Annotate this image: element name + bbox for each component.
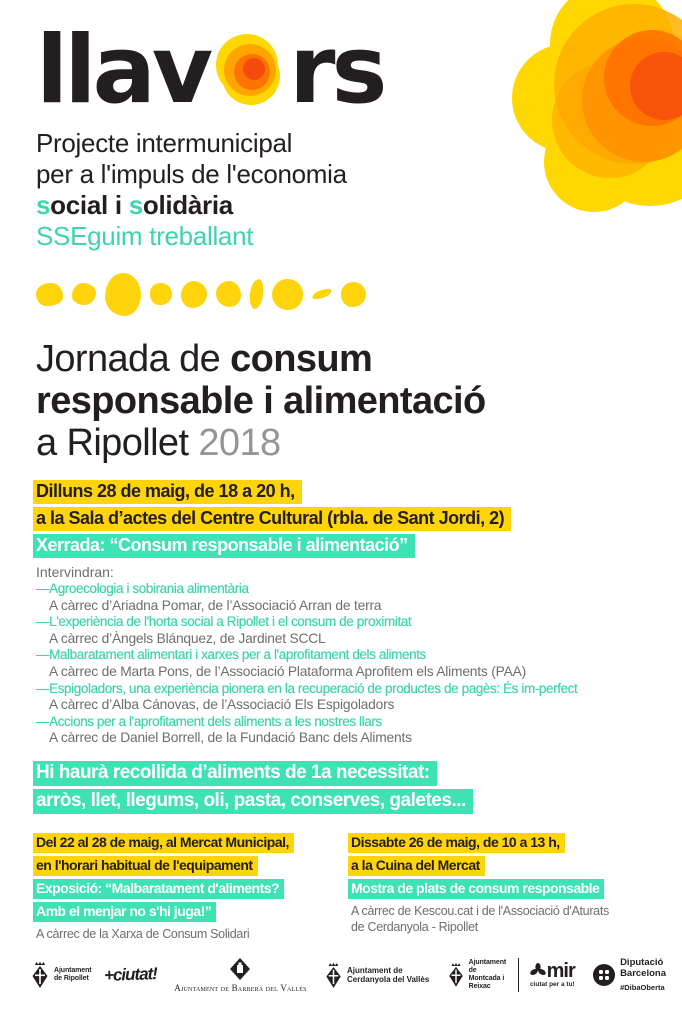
speakers-intro: Intervindran: — [36, 564, 114, 580]
title-line-2: responsable i alimentació — [36, 380, 486, 422]
food-drive-banner — [36, 761, 646, 814]
tasting-credit — [351, 903, 646, 935]
speaker-topic: —Agroecologia i sobirania alimentària — [36, 581, 249, 596]
footer-logos — [30, 942, 666, 1008]
ciutat-brand: +ciutat! — [103, 964, 158, 985]
speaker-item — [36, 647, 676, 680]
expo-credit: A càrrec de la Xarxa de Consum Solidari — [36, 926, 250, 941]
expo-event-section — [36, 830, 351, 942]
decorative-yellow-dots — [36, 272, 646, 316]
secondary-events — [36, 830, 646, 942]
barbera-shield-icon — [229, 957, 251, 981]
tasting-credit-line-1: A càrrec de Kescou.cat i de l'Associació d'Aturats — [351, 903, 609, 918]
montcada-mir-logo — [447, 958, 575, 992]
subtitle-line-2: per a l'impuls de l'economia — [36, 159, 347, 189]
title-line-3: a Ripollet 2018 — [36, 422, 281, 464]
dot — [150, 283, 172, 305]
speakers-list — [36, 581, 676, 747]
dot — [248, 278, 264, 309]
barbera-label: Ajuntament de Barberà del Vallès — [174, 983, 307, 993]
title-year: 2018 — [198, 422, 281, 464]
speaker-item — [36, 581, 676, 614]
speaker-item — [36, 614, 676, 647]
diba-logo — [592, 958, 666, 992]
mir-leaf-icon — [530, 963, 546, 979]
logo-text-end: rs — [289, 16, 384, 125]
expo-title-line-2: Amb el menjar no s'hi juga!” — [33, 902, 216, 922]
speaker-topic: —Espigoladors, una experiència pionera en la recuperació de productes de pagès: És im-perfect — [36, 680, 578, 696]
speaker-item — [36, 714, 676, 747]
campaign-tagline: SSEguim treballant — [36, 221, 254, 251]
expo-when-line-1: Del 22 al 28 de maig, al Mercat Municipal, — [33, 833, 294, 853]
dot — [272, 279, 303, 310]
mir-tagline: ciutat per a tu! — [529, 981, 575, 988]
ripollet-shield-icon — [30, 961, 50, 989]
dot — [311, 287, 332, 301]
expo-title-line-1: Exposició: “Malbaratament d'aliments? — [33, 879, 284, 899]
tasting-credit-line-2: de Cerdanyola - Ripollet — [351, 919, 478, 934]
diba-hashtag: #DibaOberta — [620, 983, 665, 992]
talk-heading: Xerrada: “Consum responsable i alimentació” — [33, 534, 415, 558]
title-line-1: Jornada de consum — [36, 338, 373, 380]
vertical-divider — [518, 958, 519, 992]
project-subtitle — [36, 128, 646, 221]
dot — [181, 281, 207, 308]
talk-when-line-1: Dilluns 28 de maig, de 18 a 20 h, — [33, 480, 302, 504]
tasting-event-section — [351, 830, 646, 942]
montcada-label: Ajuntament de Montcada i Reixac — [468, 959, 507, 990]
diba-circle-icon — [592, 963, 616, 987]
dot — [216, 281, 241, 307]
speaker-item — [36, 681, 676, 714]
orange-seed-blob-icon — [210, 27, 288, 111]
dot — [341, 282, 366, 307]
talk-when-line-2: a la Sala d’actes del Centre Cultural (rbla. de Sant Jordi, 2) — [33, 507, 511, 531]
speaker-topic: —Malbaratament alimentari i xarxes per a l'aprofitament dels aliments — [36, 647, 426, 663]
speaker-credit: A càrrec d’Alba Cánovas, de l’Associació Els Espigoladors — [49, 697, 395, 713]
talk-event-section — [36, 480, 646, 747]
food-drive-line-1: Hi haurà recollida d’aliments de 1a necessitat: — [33, 761, 437, 786]
cerdanyola-logo — [324, 962, 429, 989]
diba-label: Diputació Barcelona #DibaOberta — [620, 957, 666, 992]
subtitle-line-1: Projecte intermunicipal — [36, 128, 293, 158]
page-title — [36, 338, 646, 464]
subtitle-line-3: social i solidària — [36, 190, 233, 220]
dot — [72, 283, 96, 305]
speaker-credit: A càrrec d’Àngels Blánquez, de Jardinet SCCL — [49, 630, 326, 646]
food-drive-line-2: arròs, llet, llegums, oli, pasta, conserves, galetes... — [33, 789, 473, 814]
mir-wordmark: mir — [546, 960, 575, 982]
dot — [36, 283, 63, 306]
tasting-title: Mostra de plats de consum responsable — [348, 879, 604, 899]
expo-when-line-2: en l'horari habitual de l'equipament — [33, 856, 258, 876]
llavors-logo — [36, 16, 646, 125]
speaker-topic: —L'experiència de l'horta social a Ripollet i el consum de proximitat — [36, 614, 412, 630]
speaker-credit: A càrrec d’Ariadna Pomar, de l’Associació Arran de terra — [49, 597, 382, 613]
mir-brand-block — [530, 962, 575, 988]
speaker-credit: A càrrec de Marta Pons, de l’Associació Plataforma Aprofitem els Aliments (PAA) — [49, 663, 527, 679]
tasting-when-line-2: a la Cuina del Mercat — [348, 856, 485, 876]
speaker-credit: A càrrec de Daniel Borrell, de la Fundació Banc dels Aliments — [49, 730, 412, 746]
logo-text-start: llav — [36, 16, 210, 125]
speaker-topic: —Accions per a l'aprofitament dels aliments a les nostres llars — [36, 713, 382, 729]
tasting-when-line-1: Dissabte 26 de maig, de 10 a 13 h, — [348, 833, 565, 853]
montcada-shield-icon — [447, 962, 465, 988]
dot — [105, 273, 141, 316]
cerdanyola-shield-icon — [324, 962, 343, 989]
barbera-logo — [174, 957, 306, 993]
ripollet-label: Ajuntament de Ripollet — [54, 967, 92, 982]
cerdanyola-label: Ajuntament de Cerdanyola del Vallès — [347, 966, 430, 984]
ripollet-logo — [30, 961, 157, 989]
